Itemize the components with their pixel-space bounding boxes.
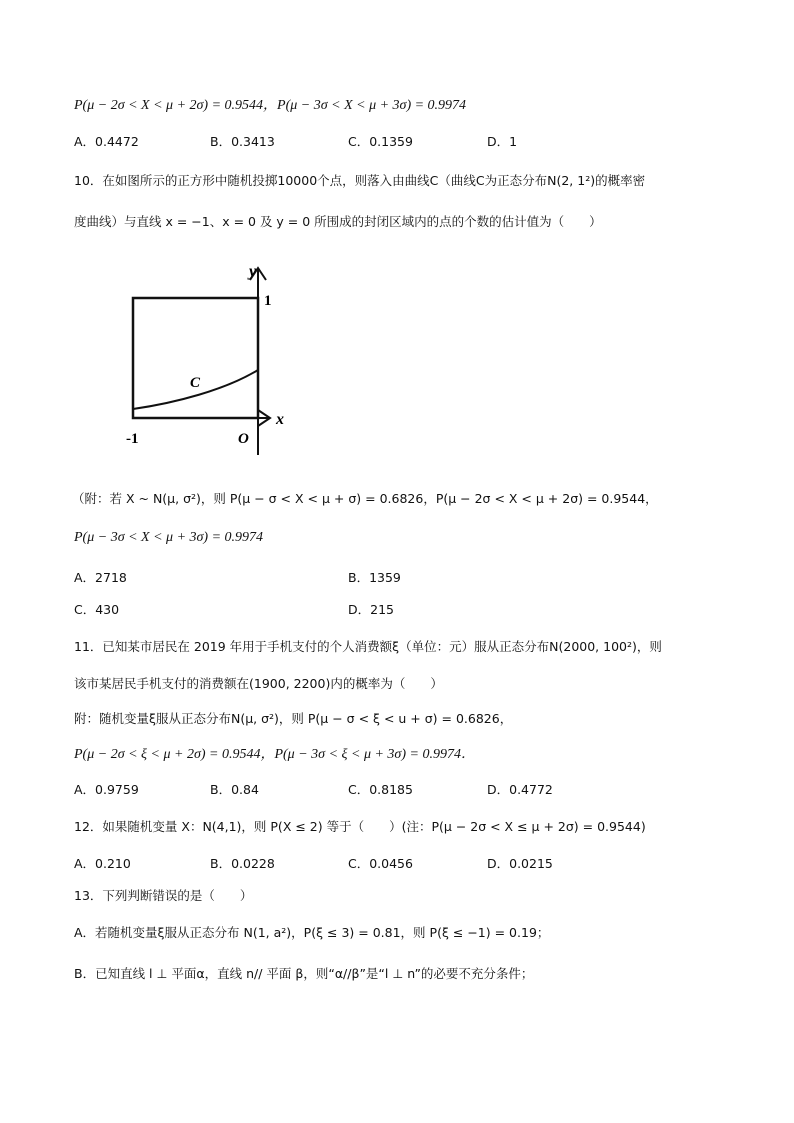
q13-option-b: B．已知直线 l ⊥ 平面α，直线 n// 平面 β，则“α//β”是“l ⊥ n”的必要不充分条件； [74, 966, 534, 981]
q10-option-a: A．2718 [74, 570, 127, 585]
x-axis-arrow [258, 410, 270, 426]
q9-option-b: B．0.3413 [210, 134, 275, 149]
q11-stem-line2: 该市某居民手机支付的消费额在(1900, 2200)内的概率为（ ） [74, 676, 443, 691]
q11-option-a: A．0.9759 [74, 782, 139, 797]
q10-note-line2: P(μ − 3σ < X < μ + 3σ) = 0.9974 [74, 530, 264, 545]
q12-option-c: C．0.0456 [348, 856, 413, 871]
y-axis-label: y [249, 263, 257, 280]
q11-option-b: B．0.84 [210, 782, 259, 797]
q12-option-b: B．0.0228 [210, 856, 275, 871]
q11-note-line1: 附：随机变量ξ服从正态分布N(μ, σ²)，则 P(μ − σ < ξ < u + σ) = 0.6826， [74, 711, 513, 726]
curve-c [133, 370, 258, 409]
q10-option-d: D．215 [348, 602, 394, 617]
tick-label-neg-one: -1 [126, 431, 139, 447]
q9-formula-line: P(μ − 2σ < X < μ + 2σ) = 0.9544，P(μ − 3σ < X < μ + 3σ) = 0.9974 [74, 98, 467, 113]
q9-option-a: A．0.4472 [74, 134, 139, 149]
q10-stem-line2: 度曲线）与直线 x = −1、x = 0 及 y = 0 所围成的封闭区域内的点的个数的估计值为（ ） [74, 214, 602, 229]
q10-note-line1: （附：若 X ~ N(μ, σ²)，则 P(μ − σ < X < μ + σ) = 0.6826，P(μ − 2σ < X < μ + 2σ) = 0.9544， [72, 491, 658, 506]
square-outline [133, 298, 258, 418]
x-axis-label: x [276, 411, 284, 428]
q11-option-d: D．0.4772 [487, 782, 553, 797]
q10-stem-line1: 10．在如图所示的正方形中随机投掷10000个点，则落入由曲线C（曲线C为正态分布N(2, 1²)的概率密 [74, 173, 646, 188]
q13-stem-line: 13．下列判断错误的是（ ） [74, 888, 253, 903]
q12-stem-line: 12．如果随机变量 X：N(4,1)，则 P(X ≤ 2) 等于（ ）(注：P(μ − 2σ < X ≤ μ + 2σ) = 0.9544) [74, 819, 646, 834]
q11-stem-line1: 11．已知某市居民在 2019 年用于手机支付的个人消费额ξ（单位：元）服从正态分布N(2000, 100²)，则 [74, 639, 662, 654]
origin-label: O [238, 431, 249, 447]
q9-option-d: D．1 [487, 134, 518, 149]
y-axis-arrow [250, 268, 266, 280]
q9-option-c: C．0.1359 [348, 134, 413, 149]
q13-option-a: A．若随机变量ξ服从正态分布 N(1, a²)，P(ξ ≤ 3) = 0.81，则 P(ξ ≤ −1) = 0.19； [74, 925, 550, 940]
q12-option-a: A．0.210 [74, 856, 131, 871]
curve-label-c: C [190, 375, 201, 391]
tick-label-one: 1 [264, 293, 272, 309]
q11-option-c: C．0.8185 [348, 782, 413, 797]
q10-option-c: C．430 [74, 602, 120, 617]
q12-option-d: D．0.0215 [487, 856, 553, 871]
q10-option-b: B．1359 [348, 570, 401, 585]
q11-note-line2: P(μ − 2σ < ξ < μ + 2σ) = 0.9544，P(μ − 3σ < ξ < μ + 3σ) = 0.9974． [74, 747, 475, 762]
